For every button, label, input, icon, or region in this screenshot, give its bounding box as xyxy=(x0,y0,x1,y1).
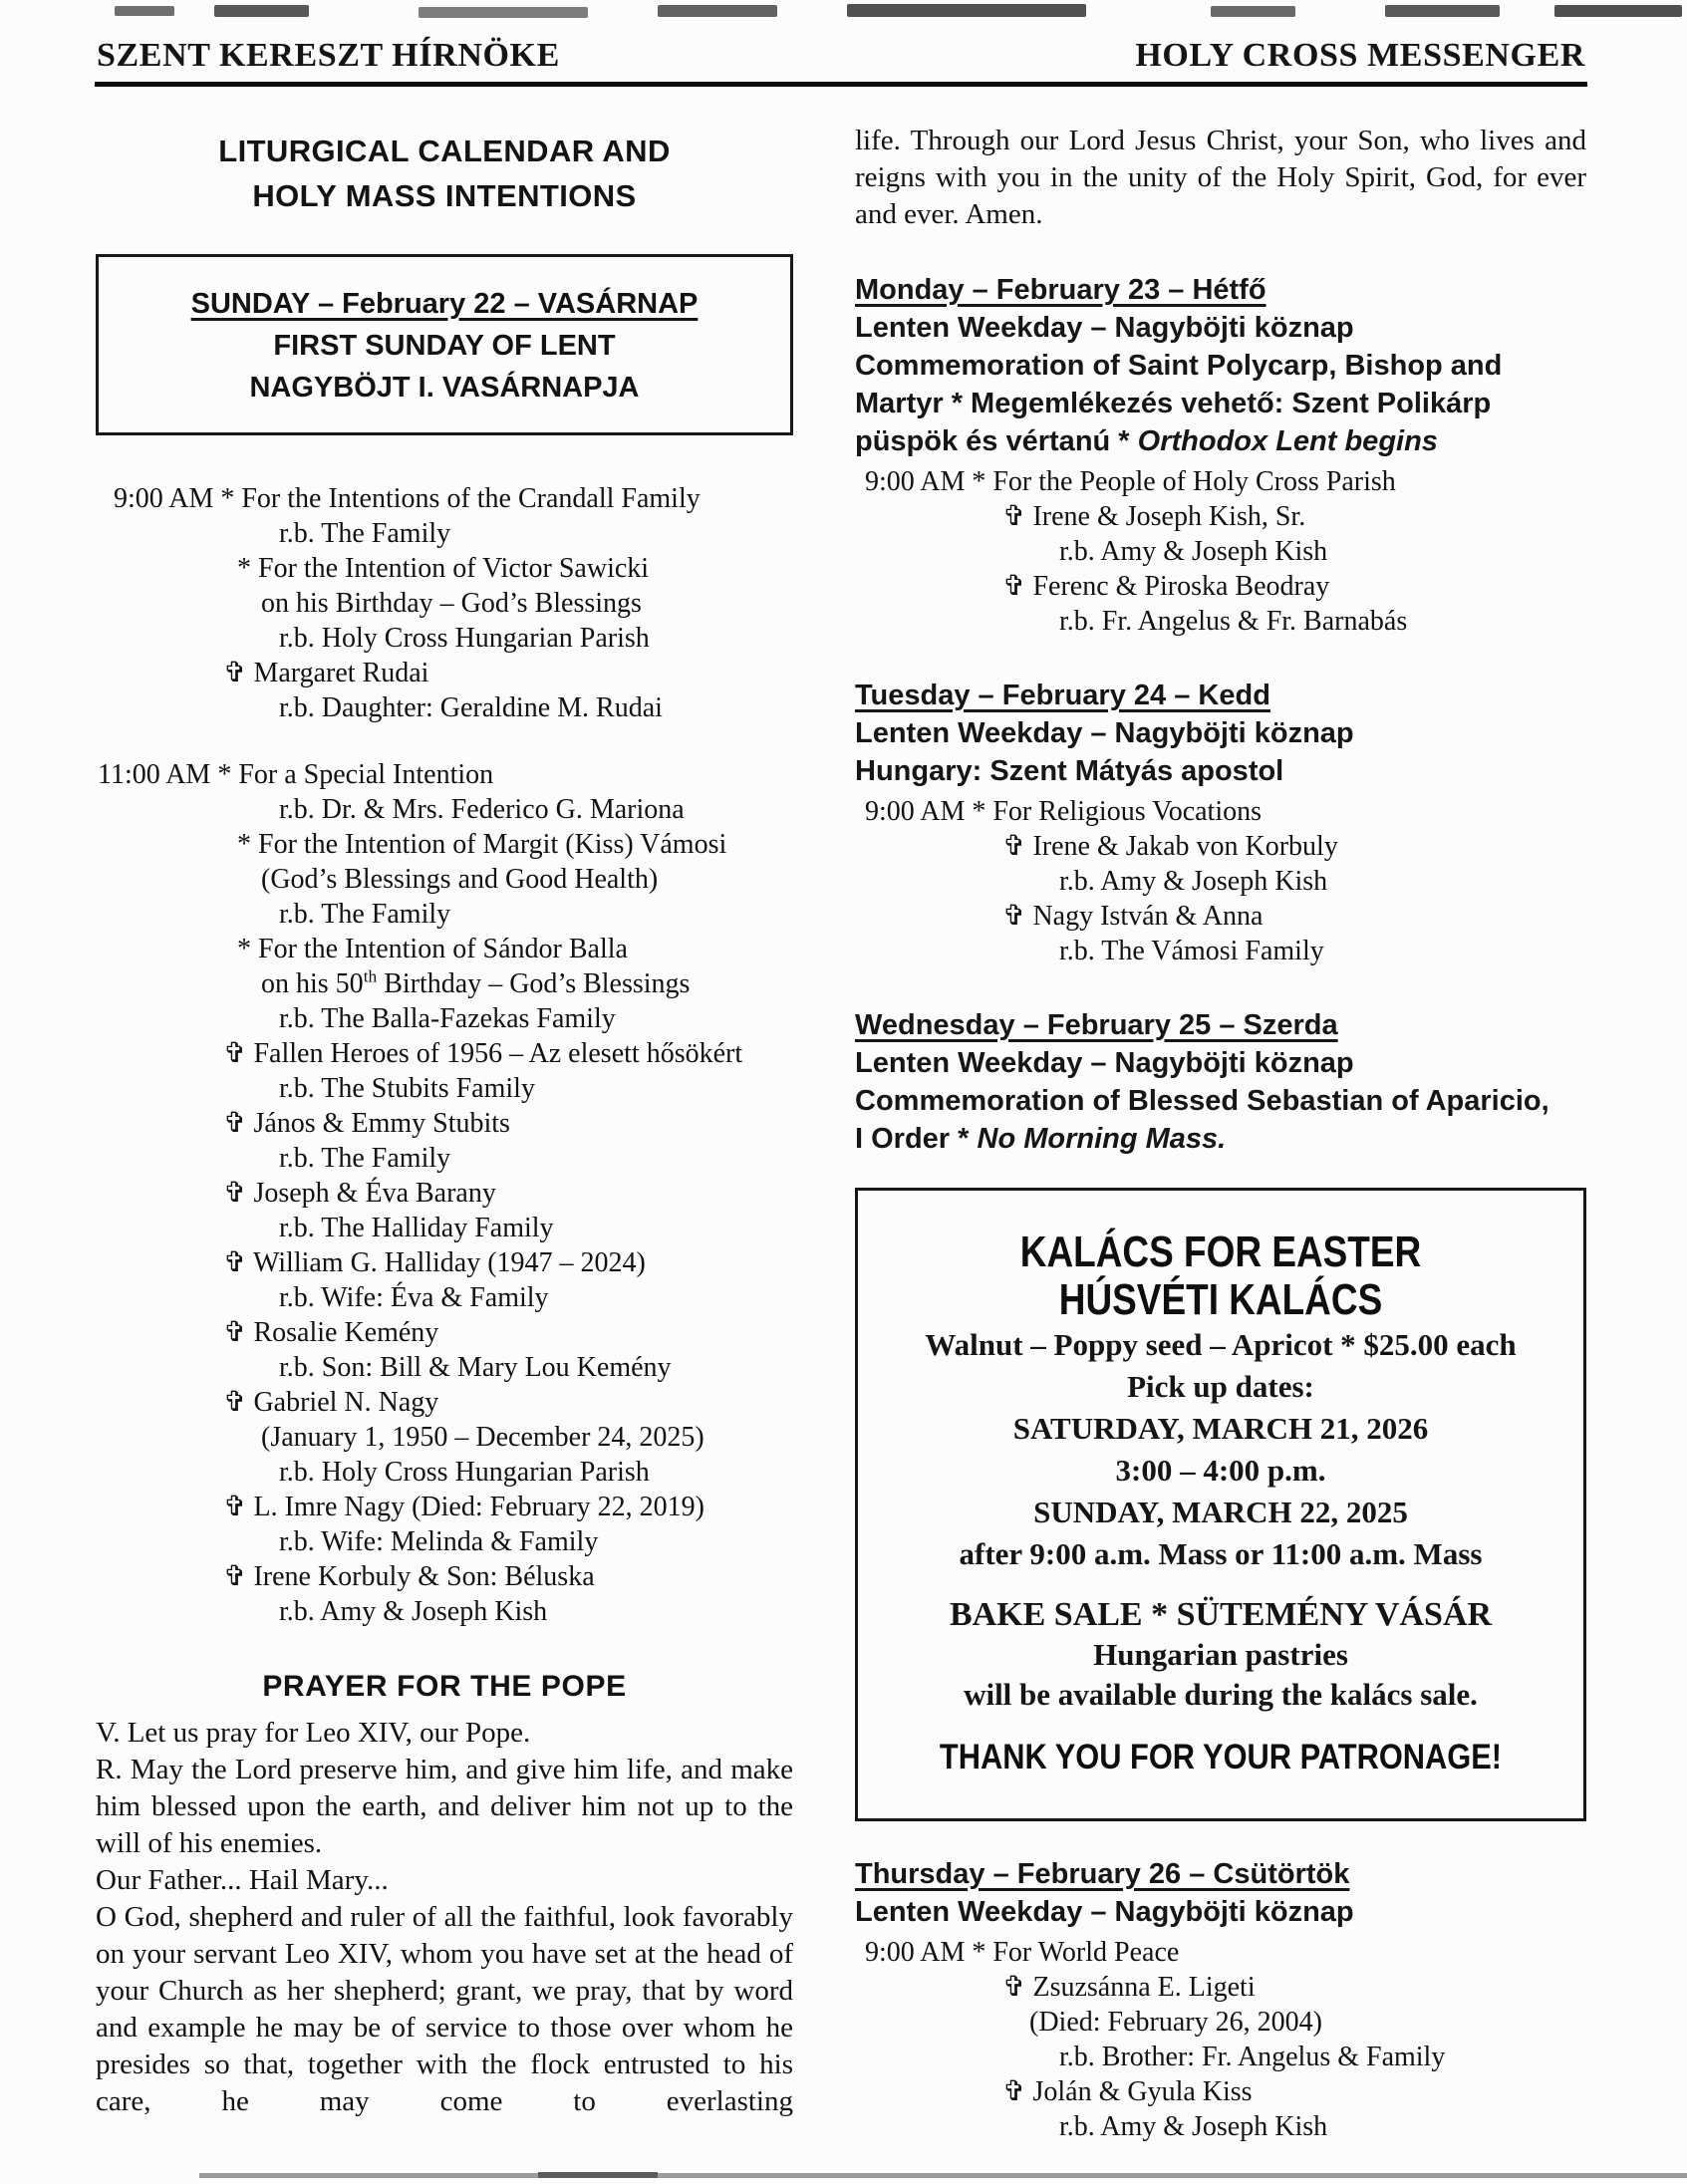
mass-intention-line xyxy=(96,1455,793,1490)
scan-artifact xyxy=(658,5,777,17)
text-segment: after 9:00 a.m. Mass or 11:00 a.m. Mass xyxy=(959,1536,1483,1571)
prayer-for-pope xyxy=(96,1715,793,2120)
mass-intention-line xyxy=(855,899,1586,934)
text-segment: on his 50 xyxy=(261,968,364,999)
text-segment: on his Birthday – God’s Blessings xyxy=(261,588,642,619)
mass-intention-line xyxy=(96,621,793,656)
kalacs-box-line xyxy=(870,1408,1571,1450)
text-segment: Orthodox Lent begins xyxy=(1137,425,1438,457)
text-segment: r.b. Wife: Éva & Family xyxy=(279,1282,549,1313)
day-heading-line xyxy=(855,1082,1586,1120)
mass-intention-line xyxy=(855,864,1586,899)
text-segment: r.b. Wife: Melinda & Family xyxy=(279,1526,599,1557)
text-segment: Lenten Weekday – Nagyböjti köznap xyxy=(855,312,1354,344)
day-section-thursday xyxy=(855,1855,1586,2144)
text-segment: No Morning Mass. xyxy=(977,1123,1227,1155)
kalacs-box-line xyxy=(870,1492,1571,1533)
text-segment: ✞ Margaret Rudai xyxy=(223,658,429,688)
text-segment: r.b. The Family xyxy=(279,518,451,549)
text-segment: Walnut – Poppy seed – Apricot * $25.00 each xyxy=(925,1327,1517,1362)
mass-intention-line xyxy=(96,1315,793,1350)
text-segment: ✞ Fallen Heroes of 1956 – Az elesett hősökért xyxy=(223,1038,743,1069)
day-heading-line xyxy=(855,714,1586,752)
tuesday-mass-intentions xyxy=(855,794,1586,968)
text-segment: 9:00 AM * For Religious Vocations xyxy=(865,796,1263,827)
text-segment: (January 1, 1950 – December 24, 2025) xyxy=(261,1422,704,1453)
text-segment: HÚSVÉTI KALÁCS xyxy=(1058,1275,1383,1324)
mass-intention-line xyxy=(96,1071,793,1106)
mass-intention-line xyxy=(855,2005,1586,2040)
mass-intention-line xyxy=(96,1036,793,1071)
tuesday-heading xyxy=(855,677,1586,790)
text-segment: r.b. The Halliday Family xyxy=(279,1213,554,1243)
sunday-box-line xyxy=(107,283,782,325)
mass-intention-line xyxy=(96,757,793,792)
day-heading-line xyxy=(855,677,1586,714)
text-segment: ✞ Gabriel N. Nagy xyxy=(223,1387,439,1418)
mass-intentions-sunday-11am xyxy=(96,757,793,1629)
text-segment: r.b. Fr. Angelus & Fr. Barnabás xyxy=(1059,606,1408,637)
mass-intentions-sunday-9am xyxy=(96,481,793,725)
title-line: HOLY MASS INTENTIONS xyxy=(252,178,637,213)
text-segment: r.b. Amy & Joseph Kish xyxy=(1059,2111,1328,2142)
mass-intention-line xyxy=(855,464,1586,499)
scan-artifact xyxy=(1554,5,1682,17)
text-segment: ✞ Nagy István & Anna xyxy=(1002,901,1264,932)
text-segment: püspök és vértanú * xyxy=(855,425,1138,457)
text-segment: Commemoration of Saint Polycarp, Bishop and xyxy=(855,350,1503,382)
day-heading-line xyxy=(855,422,1586,460)
mass-intention-line xyxy=(96,1385,793,1420)
text-segment: will be available during the kalács sale. xyxy=(964,1677,1478,1712)
text-segment: ✞ Irene Korbuly & Son: Béluska xyxy=(223,1561,595,1592)
kalacs-box-line xyxy=(870,1675,1571,1715)
kalacs-box-line xyxy=(870,1324,1571,1366)
mass-intention-line xyxy=(855,2109,1586,2144)
text-segment: Lenten Weekday – Nagyböjti köznap xyxy=(855,717,1354,749)
mass-intention-line xyxy=(96,792,793,827)
mass-intention-line xyxy=(96,551,793,586)
day-heading-line xyxy=(855,1855,1586,1893)
mass-intention-line xyxy=(96,690,793,725)
text-segment: (God’s Blessings and Good Health) xyxy=(261,864,659,895)
thursday-mass-intentions xyxy=(855,1935,1586,2144)
day-heading-line xyxy=(855,1120,1586,1158)
mass-intention-line xyxy=(855,934,1586,968)
text-segment: THANK YOU FOR YOUR PATRONAGE! xyxy=(939,1738,1503,1776)
text-segment: ✞ Irene & Joseph Kish, Sr. xyxy=(1002,501,1306,532)
kalacs-box-line xyxy=(870,1595,1571,1635)
sunday-box-line xyxy=(107,367,782,409)
text-segment: Pick up dates: xyxy=(1127,1369,1314,1404)
text-segment: Hungarian pastries xyxy=(1093,1637,1348,1672)
prayer-our-father: Our Father... Hail Mary... xyxy=(96,1864,389,1896)
text-segment: r.b. Holy Cross Hungarian Parish xyxy=(279,623,650,654)
text-segment: Commemoration of Blessed Sebastian of Aparicio, xyxy=(855,1085,1549,1117)
day-heading-line xyxy=(855,385,1586,422)
mass-intention-line xyxy=(96,1176,793,1211)
day-section-tuesday xyxy=(855,677,1586,968)
day-heading-line xyxy=(855,1044,1586,1082)
mass-intention-line xyxy=(96,827,793,862)
text-segment: r.b. Amy & Joseph Kish xyxy=(1059,536,1328,567)
mass-intention-line xyxy=(96,1559,793,1594)
prayer-response: R. May the Lord preserve him, and give him life, and make him blessed upon the earth, and deliver him not up to the will of his enemies. xyxy=(96,1754,793,1859)
kalacs-box-line xyxy=(870,1533,1571,1575)
text-segment: (Died: February 26, 2004) xyxy=(1029,2007,1322,2038)
scan-artifact-bottom-dash xyxy=(538,2172,658,2178)
mass-intention-line xyxy=(855,569,1586,604)
text-segment: r.b. The Family xyxy=(279,1143,451,1174)
mass-intention-line xyxy=(855,2074,1586,2109)
mass-intention-line xyxy=(96,966,793,1001)
prayer-for-pope-title: PRAYER FOR THE POPE xyxy=(262,1670,627,1703)
kalacs-box-line xyxy=(870,1366,1571,1408)
kalacs-box-line xyxy=(926,1228,1515,1276)
mass-intention-line xyxy=(96,1594,793,1629)
text-segment: th xyxy=(363,966,378,986)
mass-intention-line xyxy=(855,1935,1586,1970)
text-segment: * For the Intention of Victor Sawicki xyxy=(237,553,650,584)
text-segment: SUNDAY – February 22 – VASÁRNAP xyxy=(190,288,699,320)
text-segment: Martyr * Megemlékezés vehető: Szent Polikárp xyxy=(855,388,1492,419)
text-segment: I Order * xyxy=(855,1123,978,1155)
text-segment: Wednesday – February 25 – Szerda xyxy=(855,1009,1338,1041)
text-segment: 11:00 AM * For a Special Intention xyxy=(98,759,494,790)
text-segment: r.b. The Balla-Fazekas Family xyxy=(279,1003,616,1034)
kalacs-box-line xyxy=(926,1276,1515,1324)
day-heading-line xyxy=(855,309,1586,347)
text-segment: r.b. The Family xyxy=(279,899,451,930)
text-segment: ✞ Zsuzsánna E. Ligeti xyxy=(1002,1972,1256,2003)
text-segment: Monday – February 23 – Hétfő xyxy=(855,274,1266,306)
text-segment: Tuesday – February 24 – Kedd xyxy=(855,680,1270,711)
monday-heading xyxy=(855,271,1586,460)
scan-artifact xyxy=(419,7,588,18)
kalacs-box-line xyxy=(912,1737,1530,1778)
content-columns xyxy=(96,101,1587,2144)
left-column xyxy=(96,101,793,2144)
text-segment: r.b. Son: Bill & Mary Lou Kemény xyxy=(279,1352,672,1383)
text-segment: SUNDAY, MARCH 22, 2025 xyxy=(1033,1495,1408,1529)
text-segment: ✞ Jolán & Gyula Kiss xyxy=(1002,2076,1253,2107)
prayer-versicle: V. Let us pray for Leo XIV, our Pope. xyxy=(96,1717,531,1749)
kalacs-box-line xyxy=(870,1450,1571,1492)
mass-intention-line xyxy=(96,897,793,932)
title-line: LITURGICAL CALENDAR AND xyxy=(218,134,671,168)
kalacs-box-line xyxy=(870,1635,1571,1675)
text-segment: r.b. Daughter: Geraldine M. Rudai xyxy=(279,692,663,723)
text-segment: 9:00 AM * For the People of Holy Cross Parish xyxy=(865,466,1396,497)
mass-intention-line xyxy=(96,932,793,966)
day-heading-line xyxy=(855,1006,1586,1044)
mass-intention-line xyxy=(96,1211,793,1245)
text-segment: 9:00 AM * For World Peace xyxy=(865,1937,1180,1968)
monday-mass-intentions xyxy=(855,464,1586,639)
text-segment: NAGYBÖJT I. VASÁRNAPJA xyxy=(249,372,640,404)
text-segment: Hungary: Szent Mátyás apostol xyxy=(855,755,1284,787)
text-segment: r.b. Amy & Joseph Kish xyxy=(279,1596,548,1627)
text-segment: ✞ Ferenc & Piroska Beodray xyxy=(1002,571,1330,602)
day-heading-line xyxy=(855,271,1586,309)
right-column xyxy=(855,101,1586,2144)
text-segment: ✞ Rosalie Kemény xyxy=(223,1317,439,1348)
text-segment: * For the Intention of Sándor Balla xyxy=(237,934,628,964)
scan-artifact xyxy=(214,5,309,17)
mass-intention-line xyxy=(855,534,1586,569)
mass-intention-line xyxy=(96,1420,793,1455)
text-segment: KALÁCS FOR EASTER xyxy=(1019,1228,1422,1276)
mass-intention-line xyxy=(855,1970,1586,2005)
wednesday-heading xyxy=(855,1006,1586,1158)
day-section-wednesday xyxy=(855,1006,1586,1158)
day-heading-line xyxy=(855,1893,1586,1931)
text-segment: r.b. Dr. & Mrs. Federico G. Mariona xyxy=(279,794,685,825)
sunday-feast-box xyxy=(96,254,793,435)
prayer-continuation: life. Through our Lord Jesus Christ, your Son, who lives and reigns with you in the unity of the Holy Spirit, God, for ever and ever. Amen. xyxy=(855,125,1586,230)
mass-intention-line xyxy=(96,586,793,621)
text-segment: r.b. The Stubits Family xyxy=(279,1073,535,1104)
mass-intention-line xyxy=(855,829,1586,864)
scan-artifact-bottom-line xyxy=(199,2173,1687,2178)
text-segment: ✞ Joseph & Éva Barany xyxy=(223,1178,496,1209)
text-segment: Lenten Weekday – Nagyböjti köznap xyxy=(855,1896,1354,1928)
kalacs-easter-box xyxy=(855,1188,1586,1821)
text-segment: Thursday – February 26 – Csütörtök xyxy=(855,1858,1350,1890)
mass-intention-line xyxy=(96,1350,793,1385)
text-segment: Lenten Weekday – Nagyböjti köznap xyxy=(855,1047,1354,1079)
text-segment: SATURDAY, MARCH 21, 2026 xyxy=(1012,1411,1429,1446)
mass-intention-line xyxy=(855,794,1586,829)
mass-intention-line xyxy=(96,656,793,690)
text-segment: ✞ L. Imre Nagy (Died: February 22, 2019) xyxy=(223,1492,704,1522)
mass-intention-line xyxy=(855,604,1586,639)
prayer-collect: O God, shepherd and ruler of all the faithful, look favorably on your servant Leo XIV, whom you have set at the head of your Church as her shepherd; grant, we pray, that by word and example he may be of service to those over whom he presides so that, together with the flock entrusted to his care, he may come to everlasting xyxy=(96,1901,793,2117)
mass-intention-line xyxy=(96,862,793,897)
text-segment: ✞ János & Emmy Stubits xyxy=(223,1108,510,1139)
scan-artifact xyxy=(847,4,1086,17)
masthead-english: HOLY CROSS MESSENGER xyxy=(1135,37,1585,74)
masthead-hungarian: SZENT KERESZT HÍRNÖKE xyxy=(97,37,560,74)
text-segment: 9:00 AM * For the Intentions of the Crandall Family xyxy=(114,483,701,514)
mass-intention-line xyxy=(855,499,1586,534)
text-segment: ✞ Irene & Jakab von Korbuly xyxy=(1002,831,1338,862)
text-segment: r.b. The Vámosi Family xyxy=(1059,936,1324,966)
scan-artifact xyxy=(1211,6,1295,17)
text-segment: * For the Intention of Margit (Kiss) Vámosi xyxy=(237,829,727,860)
text-segment: ✞ William G. Halliday (1947 – 2024) xyxy=(223,1247,646,1278)
text-segment: 3:00 – 4:00 p.m. xyxy=(1115,1453,1326,1488)
thursday-heading xyxy=(855,1855,1586,1931)
mass-intention-line xyxy=(96,1001,793,1036)
day-heading-line xyxy=(855,347,1586,385)
day-heading-line xyxy=(855,752,1586,790)
mass-intention-line xyxy=(96,481,793,516)
text-segment: r.b. Amy & Joseph Kish xyxy=(1059,866,1328,897)
mass-intention-line xyxy=(855,2040,1586,2074)
page-header xyxy=(95,36,1587,87)
text-segment: r.b. Holy Cross Hungarian Parish xyxy=(279,1457,650,1488)
mass-intention-line xyxy=(96,1106,793,1141)
sunday-box-line xyxy=(107,325,782,367)
scan-artifact xyxy=(115,6,174,16)
mass-intention-line xyxy=(96,1280,793,1315)
text-segment: FIRST SUNDAY OF LENT xyxy=(273,330,616,362)
mass-intention-line xyxy=(96,1490,793,1524)
mass-intention-line xyxy=(96,516,793,551)
text-segment: BAKE SALE * SÜTEMÉNY VÁSÁR xyxy=(949,1596,1493,1633)
scan-artifact xyxy=(1385,5,1500,17)
mass-intention-line xyxy=(96,1524,793,1559)
liturgical-calendar-title xyxy=(96,129,793,218)
mass-intention-line xyxy=(96,1245,793,1280)
mass-intention-line xyxy=(96,1141,793,1176)
day-section-monday xyxy=(855,271,1586,639)
text-segment: r.b. Brother: Fr. Angelus & Family xyxy=(1059,2042,1446,2072)
text-segment: Birthday – God’s Blessings xyxy=(377,968,691,999)
